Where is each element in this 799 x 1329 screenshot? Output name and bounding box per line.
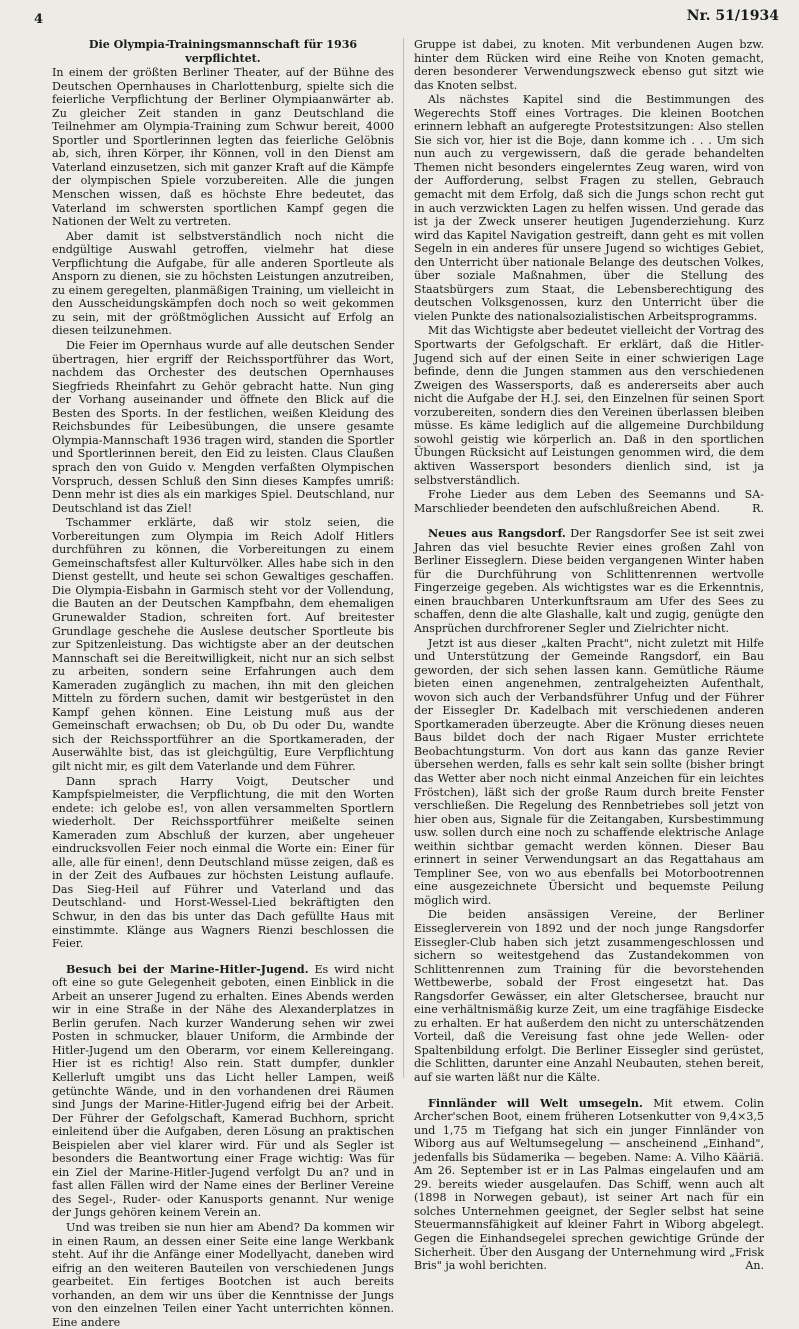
article-title: Besuch bei der Marine-Hitler-Jugend. (66, 962, 309, 976)
paragraph: Aber damit ist selbstverständlich noch nicht die endgültige Auswahl getroffen, vielmehr hat diese Verpflichtung die Aufgabe, für alle anderen Sportleute als Ansporn zu dienen, sie zu höchsten Leistungen anzutreiben, zu einem geregelten, planmäßigen Training, um vielleicht in den Ausscheidungskämpfen doch noch so weit gekommen zu sein, mit der größtmöglichen Aussicht auf Erfolg an diesen teilzunehmen. (52, 229, 394, 338)
right-column (414, 38, 764, 1273)
paragraph: Gruppe ist dabei, zu knoten. Mit verbundenen Augen bzw. hinter dem Rücken wird eine Reihe von Knoten gemacht, deren besonderer Verwendungszweck ebenso gut sitzt wie das Knoten selbst. (414, 38, 764, 92)
paragraph: Dann sprach Harry Voigt, Deutscher und Kampfspielmeister, die Verpflichtung, die mit den Worten endete: ich gelobe es!, von allen versammelten Sportlern wiederholt. Der Reichssportführer meißelte seinen Kameraden zum Abschluß der kurzen, aber ungeheuer eindrucksvollen Feier noch einmal die Worte ein: Einer für alle, alle für einen!, denn Deutschland müsse zeigen, daß es in der Zeit des Aufbaues zur höchsten Leistung auflaufe. Das Sieg-Heil auf Führer und Vaterland und das Deutschland- und Horst-Wessel-Lied bekräftigten den Schwur, in den das bis unter das Dach gefüllte Haus mit einstimmte. Klänge aus Wagners Rienzi beschlossen die Feier. (52, 774, 394, 951)
column-divider (403, 38, 404, 1078)
page-number: 4 (34, 12, 44, 27)
author-signoff: R. (752, 501, 764, 515)
paragraph-text: Frohe Lieder aus dem Leben des Seemanns und SA-Marschlieder beendeten den aufschlußreichen Abend. (414, 488, 764, 515)
article-olympia (52, 38, 394, 951)
paragraph: Die Feier im Opernhaus wurde auf alle deutschen Sender übertragen, hier ergriff der Reichssportführer das Wort, nachdem das Orchester des deutschen Opernhauses Siegfrieds Rheinfahrt zu Gehör gebracht hatte. Nun ging der Vorhang auseinander und öffnete den Blick auf die Besten des Sports. In der festlichen, weißen Kleidung des Reichsbundes für Leibesübungen, die unsere gesamte Olympia-Mannschaft 1936 tragen wird, standen die Sportler und Sportlerinnen bereit, den Eid zu leisten. Claus Claußen sprach den von Guido v. Mengden verfaßten Olympischen Vorspruch, dessen Schluß den Sinn dieses Kampfes umriß: Denn mehr ist dies als ein markiges Spiel. Deutschland, nur Deutschland ist das Ziel! (52, 339, 394, 515)
paragraph: In einem der größten Berliner Theater, auf der Bühne des Deutschen Opernhauses in Charlottenburg, spielte sich die feierliche Verpflichtung der Berliner Olympiaanwärter ab. Zu gleicher Zeit standen in ganz Deutschland die Teilnehmer am Olympia-Training zum Schwur bereit, 4000 Sportler und Sportlerinnen legten das feierliche Gelöbnis ab, sich, ihren Körper, ihr Können, voll in den Dienst am Vaterland einzusetzen, sich mit ganzer Kraft auf die Kämpfe der olympischen Spiele vorzubereiten. Alle die jungen Menschen wissen, daß es höchste Ehre bedeutet, das Vaterland im schwersten sportlichen Kampf gegen die Nationen der Welt zu vertreten. (52, 66, 394, 229)
paragraph: Als nächstes Kapitel sind die Bestimmungen des Wegerechts Stoff eines Vortrages. Die kleinen Bootchen erinnern lebhaft an aufgeregte Protestsitzungen: Also stellen Sie sich vor, hier ist die Boje, dann komme ich . . . Um sich nun auch zu vergewissern, daß die gerade behandelten Themen nicht besonders eingelerntes Zeug waren, wird von der Aufforderung, selbst Fragen zu stellen, Gebrauch gemacht mit dem Erfolg, daß sich die Jungs schon recht gut in auch verzwickten Lagen zu helfen wissen. Und gerade das ist ja der Zweck unserer heutigen Jugenderziehung. Kurz wird das Kapitel Navigation gestreift, dann geht es mit vollen Segeln in ein anderes für unsere Jugend so wichtiges Gebiet, den Unterricht über nationale Belange des deutschen Volkes, über soziale Maßnahmen, über die Stellung des Staatsbürgers zum Staat, die Lebensberechtigung des deutschen Volksgenossen, kurz den Unterricht über die vielen Punkte des nationalsozialistischen Arbeitsprogramms. (414, 93, 764, 323)
paragraph-text: Der Rangsdorfer See ist seit zwei Jahren das viel besuchte Revier eines großen Zahl von Berliner Eisseglern. Diese beiden vergangenen Winter haben für die Durchführung von Schlittenrennen wertvolle Fingerzeige gegeben. Als wichtigstes war es die Erkenntnis, einen brauchbaren Unterkunftsraum am Ufer des Sees zu schaffen, denn die alte Glashalle, kalt und zugig, genügte den Ansprüchen durchfrorener Segler und Zielrichter nicht. (414, 527, 764, 635)
left-column (52, 38, 394, 1329)
article-marine-hitler-jugend (52, 963, 394, 1329)
paragraph: Mit das Wichtigste aber bedeutet vielleicht der Vortrag des Sportwarts der Gefolgschaft. Er erklärt, daß die Hitler-Jugend sich auf der einen Seite in einer schwierigen Lage befinde, denn die Jungen stammen aus den verschiedenen Zweigen des Wassersports, daß es andererseits aber auch nicht die Aufgabe der H.J. sei, den Einzelnen für seinen Sport vorzubereiten, sondern dies den Vereinen überlassen bleiben müsse. Es käme lediglich auf die allgemeine Durchbildung sowohl geistig wie körperlich an. Daß in den sportlichen Übungen Rücksicht auf Leistungen genommen wird, die dem aktiven Wassersport besonders dienlich sind, ist ja selbstverständlich. (414, 324, 764, 487)
article-rangsdorf (414, 527, 764, 1084)
article-title: Neues aus Rangsdorf. (428, 527, 566, 541)
article-title: Die Olympia-Trainingsmannschaft für 1936 verpflichtet. (88, 38, 358, 65)
paragraph: Die beiden ansässigen Vereine, der Berliner Eisseglerverein von 1892 und der noch junge Rangsdorfer Eissegler-Club haben sich jetzt zusammengeschlossen und sichern so weitestgehend das Zustandekommen von Schlittenrennen zum Training für die bevorstehenden Wettbewerbe, sobald der Frost eingesetzt hat. Das Rangsdorfer Gewässer, ein alter Gletschersee, braucht nur eine verhältnismäßig kurze Zeit, um eine tragfähige Eisdecke zu erhalten. Er hat außerdem den nicht zu unterschätzenden Vorteil, daß die Vereisung fast ohne jede Wellen- oder Spaltenbildung erfolgt. Die Berliner Eissegler sind gerüstet, die Schlitten, darunter eine Anzahl Neubauten, stehen bereit, auf sie warten läßt nur die Kälte. (414, 908, 764, 1085)
paragraph-text: Es wird nicht oft eine so gute Gelegenheit geboten, einen Einblick in die Arbeit an unserer Jugend zu erhalten. Eines Abends werden wir in eine Straße in der Nähe des Alexanderplatzes in Berlin gerufen. Nach kurzer Wanderung sehen wir zwei Posten in schmucker, blauer Uniform, die Armbinde der Hitler-Jugend um den Oberarm, vor einem Kellereingang. Hier ist es richtig! Also rein. Statt dumpfer, dunkler Kellerluft umgibt uns das Licht heller Lampen, weiß getünchte Wände, und in den vorhandenen drei Räumen sind Jungs der Marine-Hitler-Jugend eifrig bei der Arbeit. Der Führer der Gefolgschaft, Kamerad Buchhorn, spricht einleitend über die Aufgaben, deren Lösung an praktischen Beispielen aber viel klarer wird. Für und als Segler ist besonders die Beantwortung einer Frage wichtig: Was für ein Ziel der Marine-Hitler-Jugend verfolgt Du an? und in fast allen Fällen wird der Name eines der Berliner Vereine des Segel-, Ruder- oder Kanusports genannt. Nur wenige der Jungs gehören keinem Verein an. (52, 962, 394, 1220)
author-signoff: An. (745, 1259, 764, 1273)
issue-number: Nr. 51/1934 (686, 8, 779, 24)
article-finnlaender (414, 1097, 764, 1273)
paragraph: Und was treiben sie nun hier am Abend? Da kommen wir in einen Raum, an dessen einer Seite eine lange Werkbank steht. Auf ihr die Anfänge einer Modellyacht, daneben wird eifrig an den weiteren Bauteilen von verschiedenen Jungs gearbeitet. Ein fertiges Bootchen ist auch bereits vorhanden, an dem wir uns über die Kenntnisse der Jungs von den einzelnen Teilen einer Yacht unterrichten können. Eine andere (52, 1221, 394, 1329)
article-marine-continued (414, 38, 764, 515)
paragraph: Jetzt ist aus dieser „kalten Pracht", nicht zuletzt mit Hilfe und Unterstützung der Gemeinde Rangsdorf, ein Bau geworden, der sich sehen lassen kann. Gemütliche Räume bieten einen angenehmen, zentralgeheizten Aufenthalt, wovon sich auch der Verbandsführer Unfug und der Führer der Eissegler Dr. Kadelbach mit verschiedenen anderen Sportkameraden überzeugte. Aber die Krönung dieses neuen Baus bildet doch der nach Rigaer Muster errichtete Beobachtungsturm. Von dort aus kann das ganze Revier übersehen werden, falls es sehr kalt sein sollte (bisher bringt das Wetter aber noch nicht einmal Anzeichen für ein leichtes Fröstchen), läßt sich der große Raum durch breite Fenster verschließen. Die Regelung des Rennbetriebes soll jetzt von hier oben aus, Signale für die Zeitangaben, Kursbestimmung usw. sollen durch eine noch zu schaffende elektrische Anlage weithin sichtbar gemacht werden können. Dieser Bau erinnert in seiner Verwendungsart an das Regattahaus am Templiner See, von wo aus ebenfalls bei Motorbootrennen eine ausgezeichnete Übersicht und bequemste Peilung möglich wird. (414, 636, 764, 907)
article-title: Finnländer will Welt umsegeln. (428, 1096, 643, 1110)
paragraph-text: Mit etwem. Colin Archer'schen Boot, einem früheren Lotsenkutter von 9,4×3,5 und 1,75 m Tiefgang hat sich ein junger Finnländer von Wiborg aus auf Weltumsegelung — anscheinend „Einhand", jedenfalls bis Südamerika — begeben. Name: A. Vilho Kääriä. Am 26. September ist er in Las Palmas eingelaufen und am 29. bereits wieder ausgelaufen. Das Schiff, wenn auch alt (1898 in Norwegen gebaut), ist seiner Art nach für ein solches Unternehmen geeignet, der Segler selbst hat seine Steuermannsfähigkeit auf kleiner Fahrt in Wiborg abgelegt. Gegen die Einhandsegelei sprechen gewichtige Gründe der Sicherheit. Über den Ausgang der Unternehmung wird „Frisk Bris" ja wohl berichten. (414, 1096, 764, 1273)
paragraph: Tschammer erklärte, daß wir stolz seien, die Vorbereitungen zum Olympia im Reich Adolf Hitlers durchführen zu können, die Vorbereitungen zu einem Gemeinschaftsfest aller Kulturvölker. Alles habe sich in den Dienst gestellt, und heute sei schon Gewaltiges geschaffen. Die Olympia-Eisbahn in Garmisch steht vor der Vollendung, die Bauten an der Deutschen Kampfbahn, dem ehemaligen Grunewalder Stadion, schreiten fort. Auf breitester Grundlage geschehe die Auslese deutscher Sportleute bis zur Spitzenleistung. Das wichtigste aber an der deutschen Mannschaft sei die Bereitwilligkeit, nicht nur an sich selbst zu arbeiten, sondern seine Erfahrungen auch dem Kameraden zugänglich zu machen, ihn mit den gleichen Mitteln zu fördern suchen, damit wir bestgerüstet in den Kampf gehen können. Eine Leistung muß aus der Gemeinschaft erwachsen; ob Du, ob Du oder Du, wandte sich der Reichssportführer an die Sportkameraden, der Auserwählte bist, das ist gleichgültig, Eure Verpflichtung gilt nicht mir, es gilt dem Vaterlande und dem Führer. (52, 516, 394, 773)
